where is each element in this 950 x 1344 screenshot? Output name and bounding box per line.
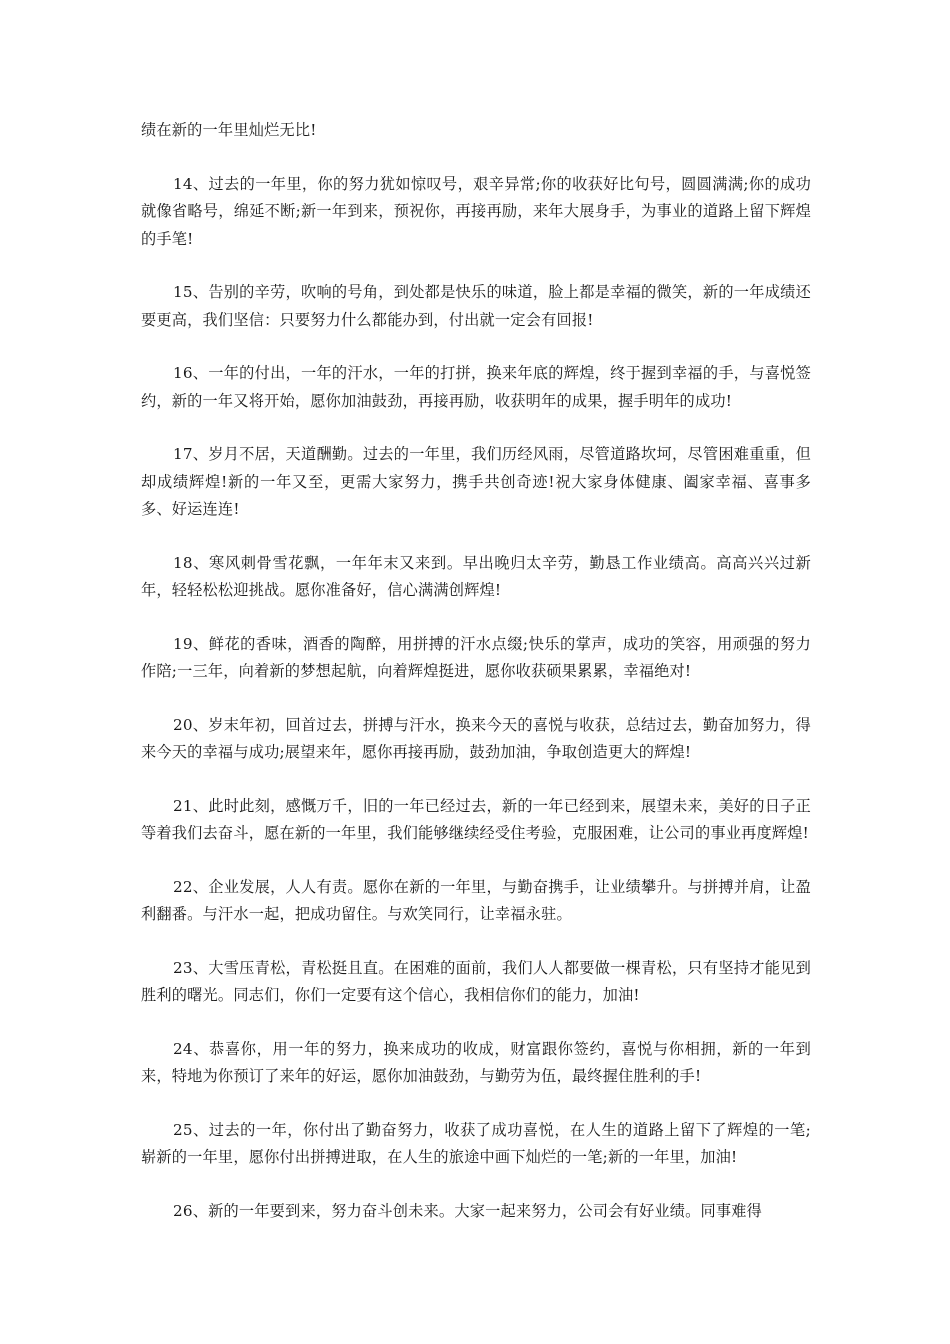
paragraph-19: 19、鲜花的香味，酒香的陶醉，用拼搏的汗水点缀;快乐的掌声，成功的笑容，用顽强的努力作陪;一三年，向着新的梦想起航，向着辉煌挺进，愿你收获硕果累累，幸福绝对! <box>141 634 811 680</box>
paragraph-continuation: 绩在新的一年里灿烂无比! <box>141 121 317 139</box>
paragraph-24: 24、恭喜你，用一年的努力，换来成功的收成，财富跟你签约，喜悦与你相拥，新的一年到来，特地为你预订了来年的好运，愿你加油鼓劲，与勤劳为伍，最终握住胜利的手! <box>141 1039 811 1085</box>
paragraph-16: 16、一年的付出，一年的汗水，一年的打拼，换来年底的辉煌，终于握到幸福的手，与喜悦签约，新的一年又将开始，愿你加油鼓劲，再接再励，收获明年的成果，握手明年的成功! <box>141 364 811 410</box>
paragraph-17: 17、岁月不居，天道酬勤。过去的一年里，我们历经风雨，尽管道路坎坷，尽管困难重重，但却成绩辉煌!新的一年又至，更需大家努力，携手共创奇迹!祝大家身体健康、阖家幸福、喜事多多、好运连连! <box>141 445 811 518</box>
paragraph-23: 23、大雪压青松，青松挺且直。在困难的面前，我们人人都要做一棵青松，只有坚持才能见到胜利的曙光。同志们，你们一定要有这个信心，我相信你们的能力，加油! <box>141 958 811 1004</box>
document-body <box>141 117 811 1225</box>
paragraph-21: 21、此时此刻，感慨万千，旧的一年已经过去，新的一年已经到来，展望未来，美好的日子正等着我们去奋斗，愿在新的一年里，我们能够继续经受住考验，克服困难，让公司的事业再度辉煌! <box>141 796 811 842</box>
paragraph-25: 25、过去的一年，你付出了勤奋努力，收获了成功喜悦，在人生的道路上留下了辉煌的一笔;崭新的一年里，愿你付出拼搏进取，在人生的旅途中画下灿烂的一笔;新的一年里，加油! <box>141 1120 811 1166</box>
paragraph-14: 14、过去的一年里，你的努力犹如惊叹号，艰辛异常;你的收获好比句号，圆圆满满;你的成功就像省略号，绵延不断;新一年到来，预祝你，再接再励，来年大展身手，为事业的道路上留下辉煌的手笔! <box>141 174 811 248</box>
paragraph-15: 15、告别的辛劳，吹响的号角，到处都是快乐的味道，脸上都是幸福的微笑，新的一年成绩还要更高，我们坚信：只要努力什么都能办到，付出就一定会有回报! <box>141 283 811 329</box>
paragraph-22: 22、企业发展，人人有责。愿你在新的一年里，与勤奋携手，让业绩攀升。与拼搏并肩，让盈利翻番。与汗水一起，把成功留住。与欢笑同行，让幸福永驻。 <box>141 877 811 923</box>
paragraph-20: 20、岁末年初，回首过去，拼搏与汗水，换来今天的喜悦与收获，总结过去，勤奋加努力，得来今天的幸福与成功;展望来年，愿你再接再励，鼓劲加油，争取创造更大的辉煌! <box>141 715 811 761</box>
paragraph-26: 26、新的一年要到来，努力奋斗创未来。大家一起来努力，公司会有好业绩。同事难得 <box>173 1201 763 1220</box>
paragraph-18: 18、寒风刺骨雪花飘，一年年末又来到。早出晚归太辛劳，勤恳工作业绩高。高高兴兴过新年，轻轻松松迎挑战。愿你准备好，信心满满创辉煌! <box>141 553 811 599</box>
